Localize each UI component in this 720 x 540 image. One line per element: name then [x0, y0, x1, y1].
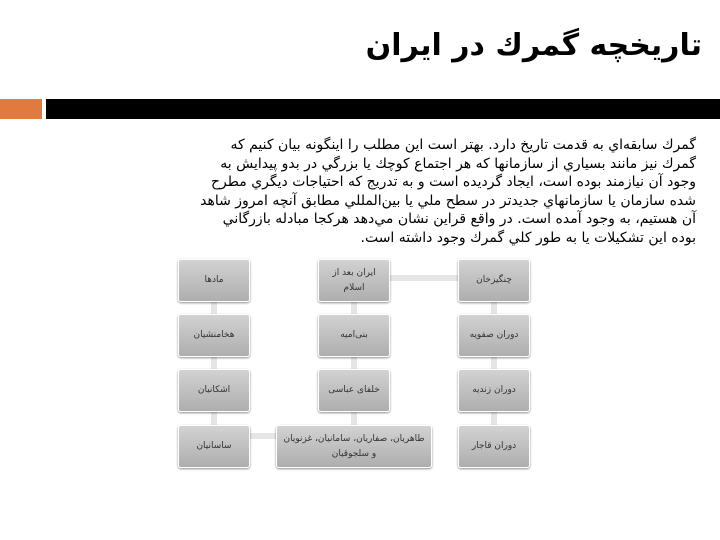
- node-kholafa-abbasi: خلفای عباسی: [318, 369, 390, 412]
- node-madha: مادها: [178, 259, 250, 302]
- node-ashkanian: اشکانیان: [178, 369, 250, 412]
- node-bani-omayyeh: بنی‌امیه: [318, 314, 390, 357]
- node-changizkhan: چنگیزخان: [458, 259, 530, 302]
- slide-title: تاريخچه گمرك در ايران: [365, 28, 702, 63]
- node-qajar: دوران قاجار: [458, 425, 530, 468]
- node-zandieh: دوران زندیه: [458, 369, 530, 412]
- node-iran-after-islam: ایران بعد از اسلام: [318, 259, 390, 302]
- node-sasanian: ساسانیان: [178, 425, 250, 468]
- node-safavieh: دوران صفویه: [458, 314, 530, 357]
- node-taherian-saffarian-samanian: طاهریان، صفاریان، سامانیان، غزنویان و سلجوقیان: [276, 425, 432, 468]
- body-paragraph: گمرك سابقه‌اي به قدمت تاريخ دارد. بهتر است اين مطلب را اينگونه بيان كنيم كه گمرك نيز مانند بسياري از سازمانها كه هر اجتماع كوچك يا بزرگي در بدو پيدايش به وجود آن نيازمند بوده است، ايجاد گرديده است و به تدريج كه احتياجات ديگري مطرح شده سازمان يا سازمانهاي جديدتر در سطح ملي يا بين‌المللي مطابق آنچه امروز شاهد آن هستيم، به وجود آمده است. در واقع قراين نشان مي‌دهد هركجا مبادله بازرگاني بوده اين تشكيلات يا به طور كلي گمرك وجود داشته است.: [200, 137, 696, 246]
- accent-bar-orange: [0, 99, 42, 119]
- accent-bar-black: [46, 99, 720, 119]
- node-hakhamaneshian: هخامنشیان: [178, 314, 250, 357]
